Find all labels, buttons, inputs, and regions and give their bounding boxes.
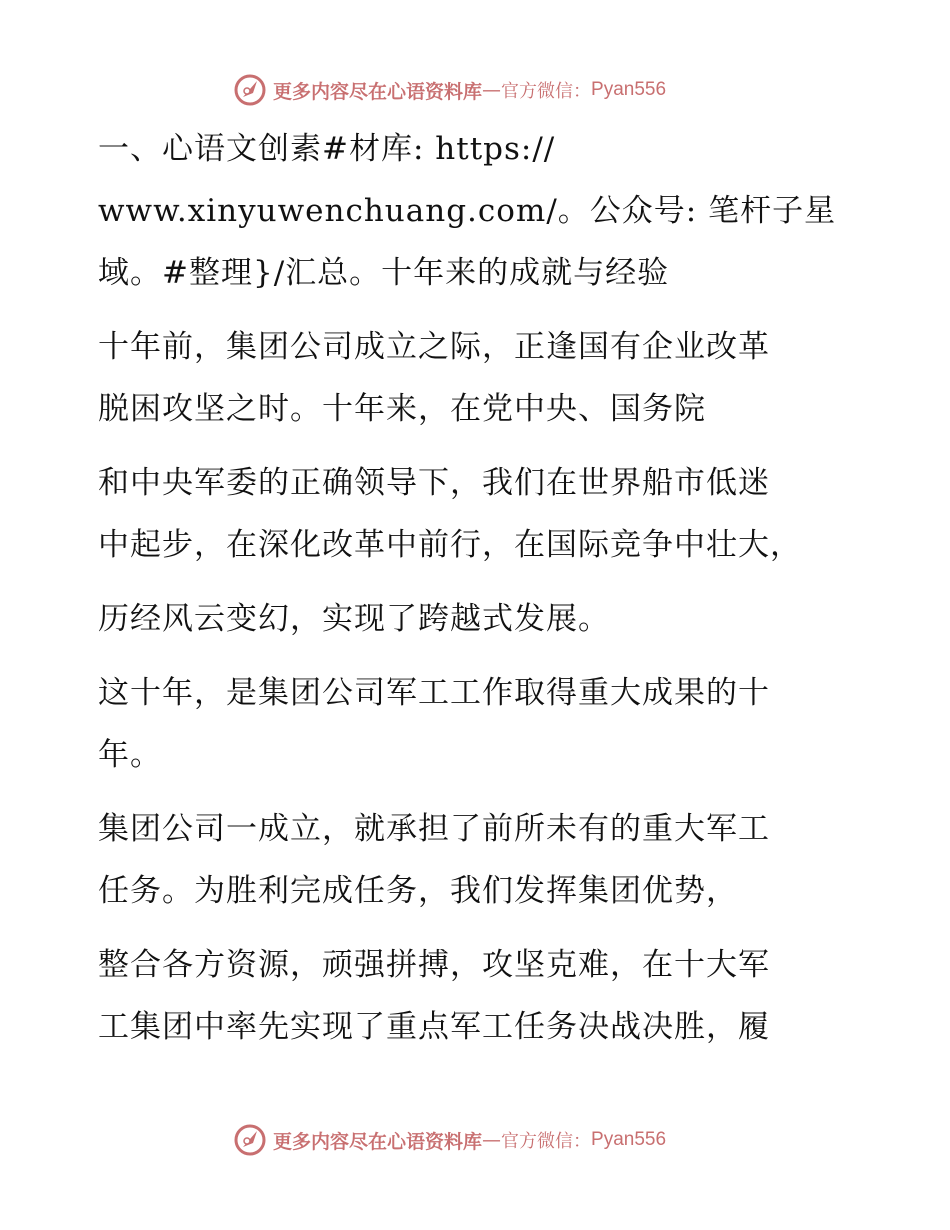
watermark-main-text: 更多内容尽在心语资料库 — [273, 1130, 483, 1153]
text-line: 脱困攻坚之时。十年来，在党中央、国务院 — [98, 391, 706, 427]
footer-watermark — [233, 1122, 666, 1158]
quill-logo-icon — [233, 1123, 267, 1157]
text-line: 集团公司一成立，就承担了前所未有的重大军工 — [98, 811, 770, 847]
watermark-dash: — — [482, 79, 502, 101]
paragraph-6 — [98, 798, 838, 922]
text-line: 一、心语文创素#材库: https:// — [98, 131, 556, 167]
text-line: www.xinyuwenchuang.com/。公众号: 笔杆子星 — [98, 193, 837, 229]
text-line: 域。#整理}/汇总。十年来的成就与经验 — [98, 255, 670, 291]
text-line: 年。 — [98, 737, 162, 773]
watermark-wechat-id: Pyan556 — [591, 1129, 667, 1150]
watermark-dash: — — [482, 1129, 502, 1151]
paragraph-1 — [98, 118, 838, 304]
watermark-wechat-id: Pyan556 — [591, 79, 667, 100]
watermark-main-text: 更多内容尽在心语资料库 — [273, 80, 483, 103]
text-line: 整合各方资源，顽强拼搏，攻坚克难，在十大军 — [98, 947, 770, 983]
paragraph-5 — [98, 662, 838, 786]
text-line: 十年前，集团公司成立之际，正逢国有企业改革 — [98, 329, 770, 365]
text-line: 和中央军委的正确领导下，我们在世界船市低迷 — [98, 465, 770, 501]
watermark-sub-text: 官方微信： — [501, 81, 592, 102]
quill-logo-icon — [233, 73, 267, 107]
text-line: 历经风云变幻，实现了跨越式发展。 — [98, 601, 610, 637]
text-line: 这十年，是集团公司军工工作取得重大成果的十 — [98, 675, 770, 711]
text-line: 工集团中率先实现了重点军工任务决战决胜，履 — [98, 1009, 770, 1045]
text-line: 中起步，在深化改革中前行，在国际竞争中壮大， — [98, 527, 802, 563]
text-line: 任务。为胜利完成任务，我们发挥集团优势， — [98, 873, 738, 909]
paragraph-3 — [98, 452, 838, 576]
header-watermark — [233, 72, 666, 108]
document-body — [98, 118, 838, 1058]
paragraph-4 — [98, 588, 838, 650]
watermark-sub-text: 官方微信： — [501, 1131, 592, 1152]
paragraph-7 — [98, 934, 838, 1058]
paragraph-2 — [98, 316, 838, 440]
